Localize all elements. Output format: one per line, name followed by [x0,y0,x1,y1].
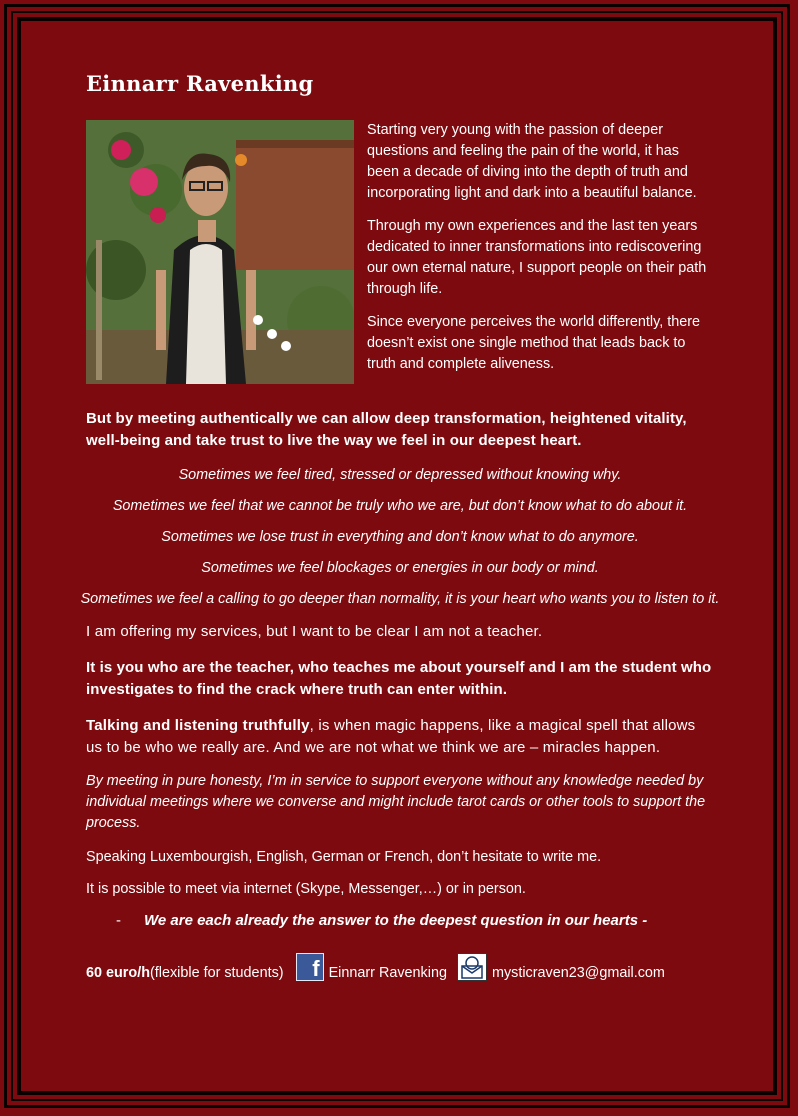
intro-paragraph: Through my own experiences and the last ten years dedicated to inner transformations into rediscovering our own eternal nature, I support people on their path through life. [367,218,707,297]
portrait-illustration [86,120,354,384]
page-title: Einnarr Ravenking [86,71,314,96]
intro-paragraph: Starting very young with the passion of deeper questions and feeling the pain of the world, it has been a decade of diving into the depth of truth and incorporating light and dark into a beautiful balance. [367,122,697,201]
facebook-name[interactable]: Einnarr Ravenking [328,964,447,981]
price-note: (flexible for students) [149,964,284,981]
email-icon-graphic [458,954,486,980]
email-icon[interactable] [457,953,487,981]
sometimes-line: Sometimes we feel that we cannot be truly who we are, but don’t know what to do about it. [112,498,688,514]
intro-section [86,120,714,402]
talking-paragraph [86,715,714,759]
sometimes-line: Sometimes we feel tired, stressed or depressed without knowing why. [178,467,622,483]
honesty-paragraph: By meeting in pure honesty, I’m in service to support everyone without any knowledge needed by individual meetings where we converse and might include tarot cards or other tools to support the process. [86,773,706,831]
offering-text: I am offering my services, but I want to be clear I am not a teacher. [86,623,543,640]
bold-statement: But by meeting authentically we can allow deep transformation, heightened vitality, well-being and take trust to live the way we feel in our deepest heart. [86,410,687,449]
email-address[interactable]: mysticraven23@gmail.com [491,964,665,981]
talking-rest: , is when magic happens, like a magical spell that allows us to be who we really are. And we are not what we think we are – miracles happen. [86,717,696,756]
talking-bold: Talking and listening truthfully [86,717,310,734]
portrait-photo [86,120,354,384]
facebook-icon[interactable]: f [296,953,324,981]
sometimes-line: Sometimes we feel a calling to go deeper than normality, it is your heart who wants you to listen to it. [80,591,720,607]
price: 60 euro/h [86,964,150,981]
meeting-text: It is possible to meet via internet (Skype, Messenger,…) or in person. [86,881,526,897]
sometimes-line: Sometimes we lose trust in everything and don’t know what to do anymore. [161,529,639,545]
sometimes-line: Sometimes we feel blockages or energies in our body or mind. [201,560,599,576]
intro-text [367,120,715,387]
sometimes-list [76,466,724,608]
quote-dash: - [116,912,121,929]
quote-text: We are each already the answer to the deepest question in our hearts - [144,912,648,929]
flyer-content [80,70,720,987]
teacher-statement: It is you who are the teacher, who teaches me about yourself and I am the student who investigates to find the crack where truth can enter within. [86,659,712,698]
intro-paragraph: Since everyone perceives the world differently, there doesn’t exist one single method that leads back to truth and complete aliveness. [367,314,701,372]
closing-quote [86,912,714,929]
languages-text: Speaking Luxembourgish, English, German or French, don’t hesitate to write me. [86,849,602,865]
contact-footer [86,956,714,987]
